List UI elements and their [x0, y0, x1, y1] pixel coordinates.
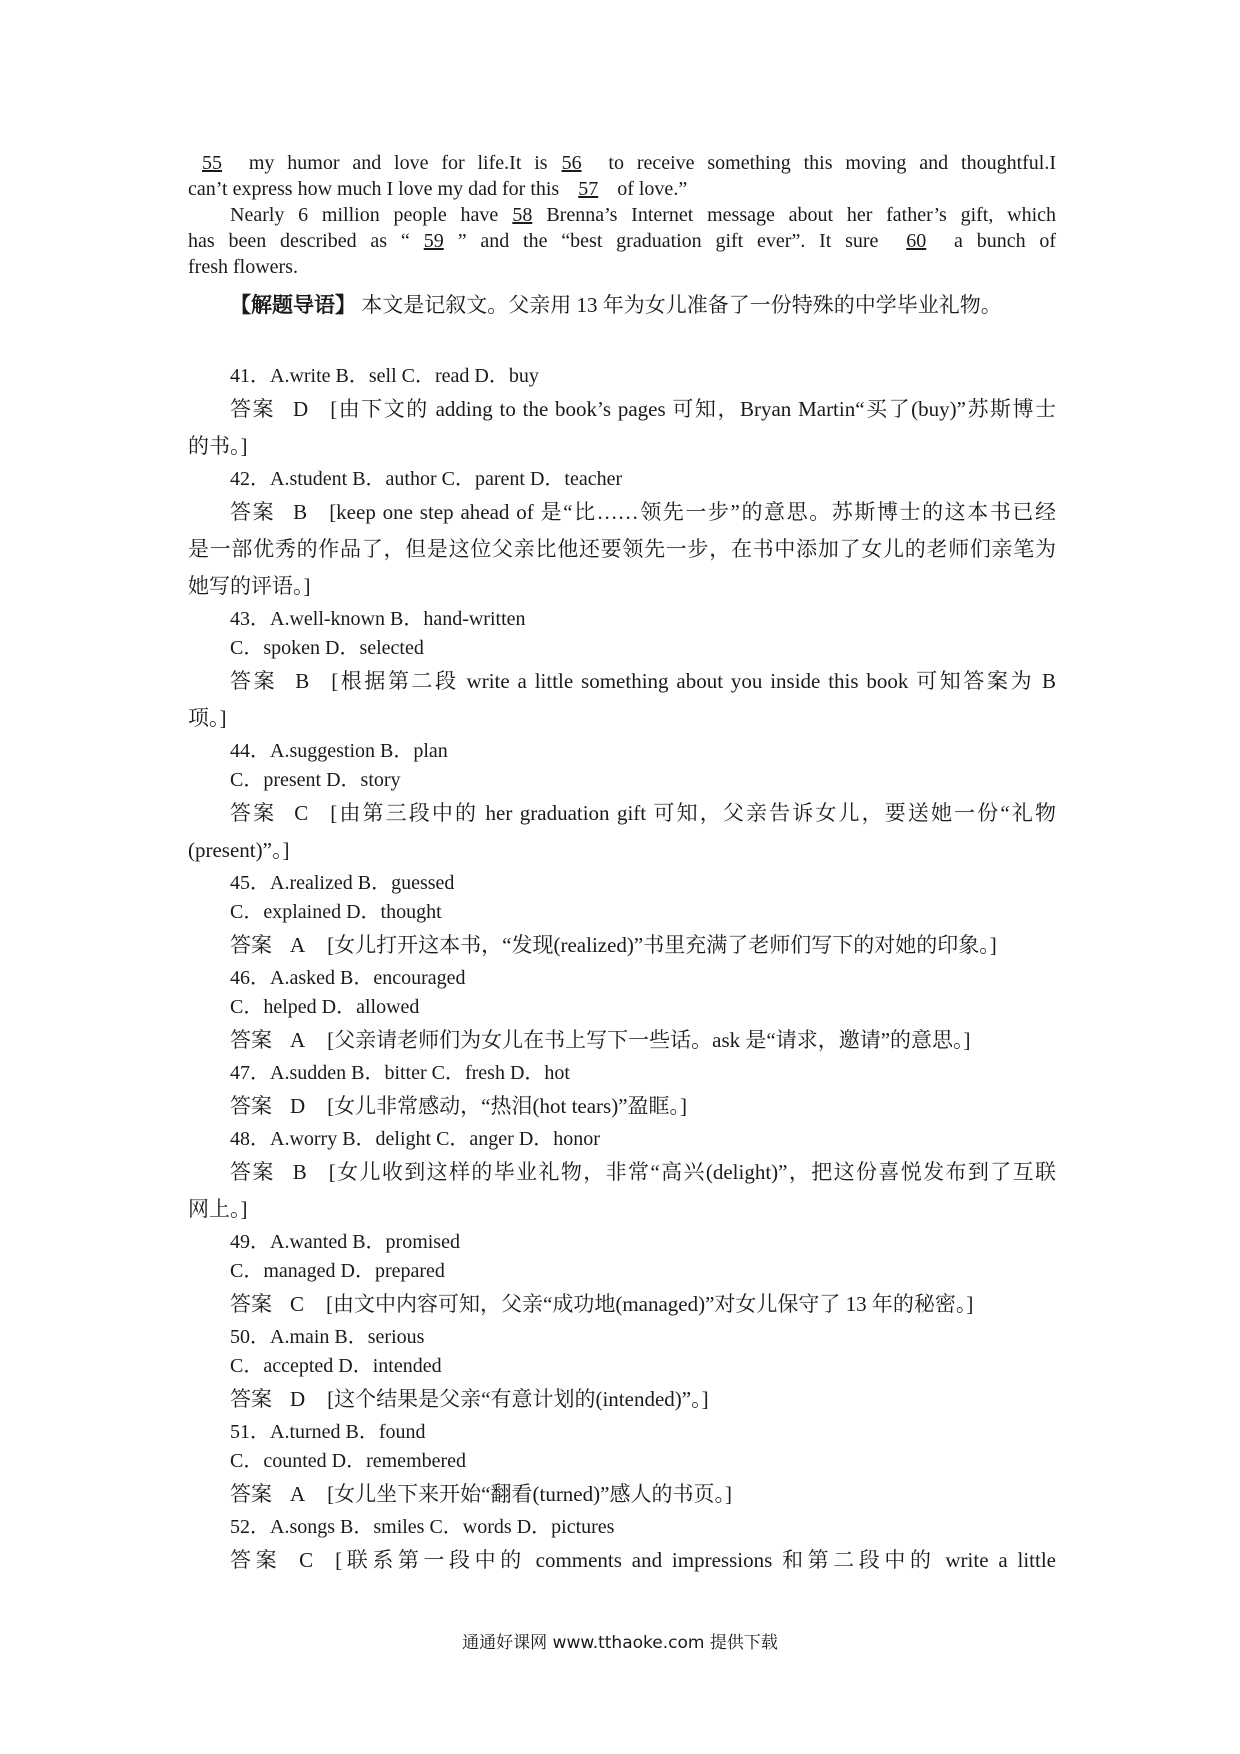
- blank-60: 60: [906, 230, 927, 252]
- question-46-options-2: C．helped D．allowed: [230, 996, 420, 1018]
- passage-line-1: 55 my humor and love for life.It is 56 to receive something this moving and thoughtful.I: [188, 150, 1056, 176]
- blank-58: 58: [512, 204, 533, 226]
- passage-line-3: Nearly 6 million people have 58 Brenna’s Internet message about her father’s gift, which: [230, 204, 1057, 226]
- document-body: [188, 150, 1056, 1579]
- question-51-options-2: C．counted D．remembered: [230, 1450, 467, 1472]
- blank-59: 59: [423, 230, 444, 252]
- question-44-answer-cont: (present)”。]: [188, 838, 290, 862]
- question-41-options: 41．A.write B．sell C．read D．buy: [230, 365, 539, 387]
- passage-line-4: has been described as “ 59 ” and the “best graduation gift ever”. It sure 60 a bunch of: [188, 230, 1057, 252]
- passage-line-5: fresh flowers.: [188, 256, 298, 278]
- blank-55: 55: [202, 152, 222, 174]
- question-41-answer-cont: 的书。]: [188, 434, 248, 458]
- question-47-options: 47．A.sudden B．bitter C．fresh D．hot: [230, 1062, 570, 1084]
- question-45-options: 45．A.realized B．guessed: [230, 872, 455, 894]
- blank-57: 57: [578, 178, 599, 200]
- question-48-answer-cont: 网上。]: [188, 1197, 248, 1221]
- question-50-options-2: C．accepted D．intended: [230, 1355, 442, 1377]
- question-45-options-2: C．explained D．thought: [230, 901, 442, 923]
- question-46-answer: 答案 A [父亲请老师们为女儿在书上写下一些话。ask 是“请求，邀请”的意思。]: [230, 1028, 971, 1052]
- blank-56: 56: [561, 152, 582, 174]
- question-49-options: 49．A.wanted B．promised: [230, 1231, 460, 1253]
- question-45-answer: 答案 A [女儿打开这本书，“发现(realized)”书里充满了老师们写下的对她的印象。]: [230, 933, 997, 957]
- question-44-answer: 答案 C [由第三段中的 her graduation gift 可知，父亲告诉女儿，要送她一份“礼物: [230, 801, 1057, 825]
- guide-text: 本文是记叙文。父亲用 13 年为女儿准备了一份特殊的中学毕业礼物。: [361, 293, 1002, 317]
- answer-list: [188, 362, 1056, 1579]
- question-43-options-2: C．spoken D．selected: [230, 637, 424, 659]
- question-50-answer: 答案 D [这个结果是父亲“有意计划的(intended)”。]: [230, 1387, 709, 1411]
- question-44-options-2: C．present D．story: [230, 769, 401, 791]
- question-48-answer: 答案 B [女儿收到这样的毕业礼物，非常“高兴(delight)”，把这份喜悦发布到了互联: [230, 1160, 1057, 1184]
- question-46-options: 46．A.asked B．encouraged: [230, 967, 466, 989]
- question-43-answer-cont: 项。]: [188, 706, 227, 730]
- question-43-options: 43．A.well-known B．hand-written: [230, 608, 526, 630]
- question-41-answer: 答案 D [由下文的 adding to the book’s pages 可知，Bryan Martin“买了(buy)”苏斯博士: [230, 397, 1057, 421]
- question-47-answer: 答案 D [女儿非常感动，“热泪(hot tears)”盈眶。]: [230, 1094, 688, 1118]
- question-42-answer-cont: 是一部优秀的作品了，但是这位父亲比他还要领先一步，在书中添加了女儿的老师们亲笔为: [188, 537, 1056, 561]
- question-42-answer: 答案 B [keep one step ahead of 是“比……领先一步”的意思。苏斯博士的这本书已经: [230, 500, 1056, 524]
- question-42-options: 42．A.student B．author C．parent D．teacher: [230, 468, 623, 490]
- guide-label: 【解题导语】: [230, 293, 356, 317]
- question-43-answer: 答案 B [根据第二段 write a little something about you inside this book 可知答案为 B: [230, 669, 1057, 693]
- question-51-answer: 答案 A [女儿坐下来开始“翻看(turned)”感人的书页。]: [230, 1482, 732, 1506]
- question-52-answer: 答案 C [联系第一段中的 comments and impressions 和第二段中的 write a little: [230, 1548, 1056, 1572]
- page-footer: 通通好课网 www.tthaoke.com 提供下载: [462, 1633, 778, 1653]
- question-42-answer-cont-2: 她写的评语。]: [188, 574, 311, 598]
- question-48-options: 48．A.worry B．delight C．anger D．honor: [230, 1128, 600, 1150]
- passage-line-2: can’t express how much I love my dad for this 57 of love.”: [188, 178, 688, 200]
- question-50-options: 50．A.main B．serious: [230, 1326, 425, 1348]
- question-49-answer: 答案 C [由文中内容可知，父亲“成功地(managed)”对女儿保守了 13 年的秘密。]: [230, 1292, 974, 1316]
- question-44-options: 44．A.suggestion B．plan: [230, 740, 448, 762]
- solution-guide: [188, 290, 1056, 320]
- question-52-options: 52．A.songs B．smiles C．words D．pictures: [230, 1516, 615, 1538]
- question-49-options-2: C．managed D．prepared: [230, 1260, 445, 1282]
- question-51-options: 51．A.turned B．found: [230, 1421, 426, 1443]
